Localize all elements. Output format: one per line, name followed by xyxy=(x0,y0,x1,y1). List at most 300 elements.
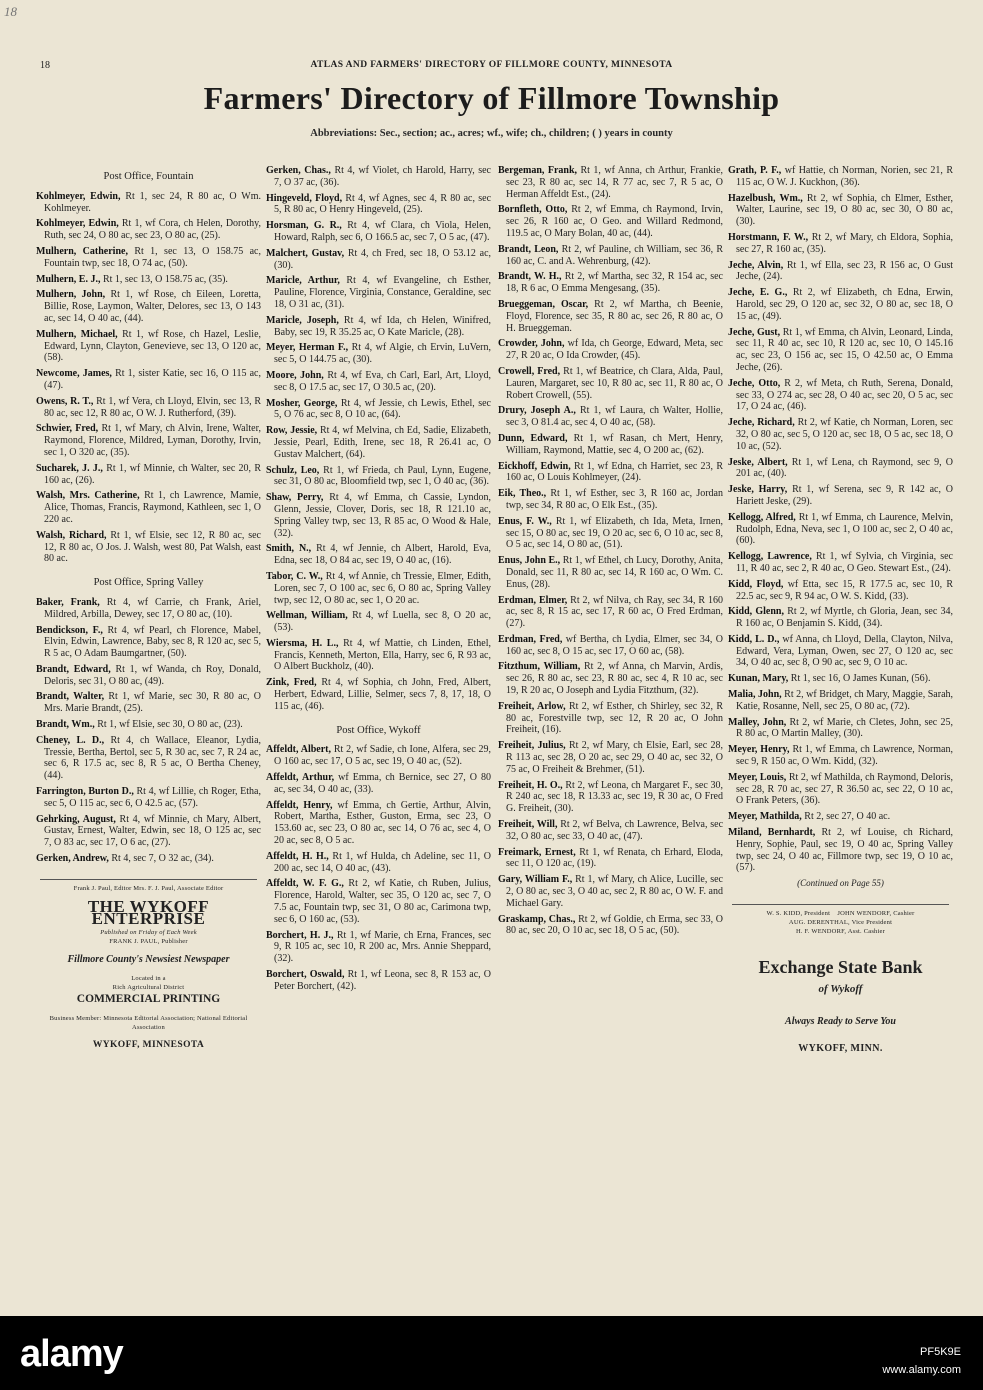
directory-entry xyxy=(36,814,261,849)
entry-details: Rt 2, wf Mathilda, ch Raymond, Deloris, sec 28, R 70 ac, sec 27, R 36.50 ac, sec 22, O 10 ac, O Frank Peters, (36). xyxy=(736,771,953,807)
entry-details: Rt 4, ch Wallace, Eleanor, Lydia, Tressie, Bertha, Bertol, sec 5, R 30 ac, sec 7, R 24 ac, sec 6, R 17.5 ac, sec 8, R 5 ac, O Bertha Cheney, (44). xyxy=(44,734,262,782)
directory-entry xyxy=(266,930,491,965)
directory-entry xyxy=(498,165,723,200)
directory-entry xyxy=(728,717,953,741)
entry-name: Drury, Joseph A., xyxy=(498,405,576,417)
entry-name: Bornfleth, Otto, xyxy=(498,204,568,216)
directory-entry xyxy=(266,677,491,712)
entry-name: Mulhern, Michael, xyxy=(36,328,118,340)
entry-name: Graskamp, Chas., xyxy=(498,913,576,925)
directory-entry xyxy=(36,719,261,731)
entry-details: Rt 1, wf Renata, ch Erhard, Eloda, sec 11, O 120 ac, (19). xyxy=(506,846,724,870)
alamy-logo: alamy xyxy=(20,1333,123,1375)
directory-entry xyxy=(266,342,491,366)
entry-details: Rt 2, wf Mary, ch Elsie, Earl, sec 28, R 113 ac, sec 28, O 20 ac, sec 29, O 40 ac, sec 32, O 75 ac, O Freiheit & Brehmer, (51). xyxy=(506,740,724,775)
directory-entry xyxy=(266,248,491,272)
bank-vice-president: AUG. DERENTHAL, Vice President xyxy=(788,919,893,927)
directory-entry xyxy=(728,260,953,284)
entry-name: Borchert, Oswald, xyxy=(266,969,345,981)
directory-entry xyxy=(36,463,261,487)
entry-details: Rt 2, wf Marie, ch Cletes, John, sec 25, R 80 ac, O Martin Malley, (30). xyxy=(736,716,953,740)
entry-details: Rt 1, wf Lena, ch Raymond, sec 9, O 201 ac, (40). xyxy=(736,456,954,480)
entry-name: Brandt, Leon, xyxy=(498,243,559,255)
entry-details: Rt 2, wf Martha, ch Beenie, Floyd, Florence, sec 35, R 80 ac, sec 26, R 80 ac, O H. Brueggeman. xyxy=(506,298,723,334)
bank-president: W. S. KIDD, President xyxy=(766,910,831,918)
directory-entry xyxy=(36,625,261,660)
entry-name: Malchert, Gustav, xyxy=(266,247,345,259)
entry-details: Rt 4, wf Ida, ch Helen, Winifred, Baby, sec 19, R 35.25 ac, O Kate Maricle, (28). xyxy=(274,314,491,338)
entry-details: Rt 2, wf Esther, ch Shirley, sec 32, R 80 ac, Forestville twp, sec 12, R 20 ac, O John Freiheit, (16). xyxy=(506,700,724,736)
directory-entry xyxy=(728,811,953,823)
entry-details: Rt 1, wf Rose, ch Hazel, Leslie, Edward, Lynn, Clayton, Genevieve, sec 13, O 120 ac, (58). xyxy=(44,328,262,364)
entry-name: Gerken, Andrew, xyxy=(36,853,109,865)
entry-name: Freimark, Ernest, xyxy=(498,846,576,858)
post-office-spring-valley-heading: Post Office, Spring Valley xyxy=(93,577,204,589)
entry-name: Bergeman, Frank, xyxy=(498,165,578,176)
spring-valley-entries-cont xyxy=(266,165,491,713)
directory-entry xyxy=(728,673,953,685)
directory-entry xyxy=(36,691,261,715)
directory-entry xyxy=(498,338,723,362)
entry-name: Eik, Theo., xyxy=(498,488,547,500)
directory-entry xyxy=(728,689,953,713)
image-id: PF5K9E xyxy=(920,1346,961,1358)
entry-details: Rt 4, wf Algie, ch Ervin, LuVern, sec 5, O 144.75 ac, (30). xyxy=(274,342,492,366)
directory-entry xyxy=(266,220,491,244)
entry-details: Rt 4, wf Mattie, ch Linden, Ethel, Francis, Kenneth, Merton, Ella, Harry, sec 6, R 93 ac, O Albert Buckholz, (40). xyxy=(274,637,491,673)
entry-name: Shaw, Perry, xyxy=(266,492,324,504)
entry-details: Rt 4, wf Jennie, ch Albert, Harold, Eva, Edna, sec 18, O 84 ac, sec 19, O 40 ac, (16). xyxy=(274,543,492,567)
entry-name: Mulhern, Catherine, xyxy=(36,245,128,257)
entry-name: Borchert, H. J., xyxy=(266,929,334,941)
directory-entry xyxy=(266,969,491,993)
entry-details: Rt 1, wf Elizabeth, ch Ida, Meta, Irnen, sec 15, O 80 ac, sec 19, O 20 ac, sec 6, O 10 ac, sec 8, O 5 ac, sec 14, O 80 ac, (51). xyxy=(506,515,723,551)
entry-name: Farrington, Burton D., xyxy=(36,786,134,798)
entry-details: Rt 1, sec 13, O 158.75 ac, Fountain twp, sec 18, O 74 ac, (50). xyxy=(44,245,261,269)
directory-entry xyxy=(36,423,261,458)
entry-details: Rt 1, wf Emma, ch Alvin, Leonard, Linda, sec 11, R 40 ac, sec 10, R 120 ac, sec 10, O 145.16 ac, sec 23, O 156 ac, sec 15, O 42.50 ac, O Emma Jeche, (26). xyxy=(736,326,953,373)
entry-details: Rt 2, wf Pauline, ch William, sec 36, R 160 ac, C. and A. Wehrenburg, (42). xyxy=(506,243,724,267)
divider xyxy=(732,904,949,905)
directory-entry xyxy=(36,735,261,782)
directory-entry xyxy=(498,874,723,909)
entry-name: Kunan, Mary, xyxy=(728,673,789,685)
entry-name: Row, Jessie, xyxy=(266,425,318,437)
entry-name: Jeche, Gust, xyxy=(728,326,781,338)
directory-entry xyxy=(36,396,261,420)
entry-name: Brandt, Walter, xyxy=(36,691,105,703)
directory-entry xyxy=(498,780,723,815)
entry-name: Horstmann, F. W., xyxy=(728,231,809,243)
entry-name: Affeldt, H. H., xyxy=(266,850,329,862)
bank-asst-cashier: H. F. WENDORF, Asst. Cashier xyxy=(796,928,885,936)
directory-entry xyxy=(728,165,953,189)
entry-name: Cheney, L. D., xyxy=(36,734,105,746)
entry-name: Enus, F. W., xyxy=(498,515,552,527)
entry-details: Rt 4, wf Sophia, ch John, Fred, Albert, Herbert, Edward, Lillie, Selmer, secs 7, 8, 17, 18, O 115 ac, (46). xyxy=(274,677,492,712)
entry-name: Kidd, Floyd, xyxy=(728,578,784,590)
page-number: 18 xyxy=(40,60,50,71)
entry-details: Rt 4, wf Minnie, ch Mary, Albert, Gustav, Ernest, Walter, Edwin, sec 18, O 125 ac, sec 7, O 83 ac, sec 17, O 6 ac, (27). xyxy=(44,813,261,849)
entry-details: R 2, wf Meta, ch Ruth, Serena, Donald, sec 33, O 274 ac, sec 28, O 40 ac, sec 20, O 5 ac, sec 17, O 24 ac, (46). xyxy=(736,377,953,413)
directory-entry xyxy=(498,847,723,871)
column-4 xyxy=(728,165,953,1055)
running-head: ATLAS AND FARMERS' DIRECTORY OF FILLMORE COUNTY, MINNESOTA xyxy=(310,60,673,70)
entry-details: Rt 1, wf Laura, ch Walter, Hollie, sec 3, O 81.4 ac, sec 4, O 40 ac, (58). xyxy=(506,405,723,429)
directory-entry xyxy=(498,405,723,429)
entry-details: wf Bertha, ch Lydia, Elmer, sec 34, O 160 ac, sec 8, O 15 ac, sec 17, O 60 ac, (58). xyxy=(506,633,723,657)
directory-entry xyxy=(498,740,723,775)
ad-newspaper-name: THE WYKOFF ENTERPRISE xyxy=(87,896,210,928)
directory-entry xyxy=(498,634,723,658)
entry-name: Meyer, Henry, xyxy=(728,744,790,756)
entry-name: Tabor, C. W., xyxy=(266,570,323,582)
directory-entry xyxy=(266,425,491,460)
entry-name: Jeche, Otto, xyxy=(728,377,781,389)
ad-district: Rich Agricultural District xyxy=(112,984,185,992)
directory-entry xyxy=(266,193,491,217)
directory-entry xyxy=(36,490,261,525)
entry-details: Rt 1, wf Hulda, ch Adeline, sec 11, O 200 ac, sec 14, O 40 ac, (43). xyxy=(274,850,491,874)
entry-details: Rt 2, wf Bridget, ch Mary, Maggie, Sarah, Katie, Rosanne, Nell, sec 25, O 80 ac, (72). xyxy=(736,689,954,712)
entry-details: Rt 1, wf Rose, ch Eileen, Loretta, Billie, Rose, Laymon, Walter, Delores, sec 13, O 143 ac, sec 14, O 40 ac, (44). xyxy=(44,289,261,324)
entry-name: Schwier, Fred, xyxy=(36,423,99,435)
directory-entry xyxy=(36,853,261,865)
entry-details: wf Emma, ch Gertie, Arthur, Alvin, Robert, Martha, Esther, Guston, Erma, sec 23, O 153.60 ac, sec 23, O 80 ac, sec 14, O 76 ac, sec 4, O 20 ac, sec 8, O 5 ac. xyxy=(274,799,492,847)
entry-name: Jeche, Richard, xyxy=(728,417,795,429)
entry-name: Meyer, Louis, xyxy=(728,771,787,783)
entry-details: Rt 2, wf Sophia, ch Elmer, Esther, Walter, Laurine, sec 19, O 80 ac, sec 30, O 80 ac, (30). xyxy=(736,192,953,228)
entry-details: Rt 4, wf Melvina, ch Ed, Sadie, Elizabeth, Jessie, Pearl, Edith, Irene, sec 18, R 26.41 ac, O Gustav Malchert, (64). xyxy=(274,425,491,460)
directory-entry xyxy=(498,433,723,457)
entry-details: Rt 4, sec 7, O 32 ac, (34). xyxy=(111,853,214,865)
entry-details: Rt 4, wf Emma, ch Cassie, Lyndon, Glenn, Jessie, Clover, Doris, sec 18, R 121.10 ac, Spring Valley twp, sec 13, R 85 ac, O Wood & Hale, (32). xyxy=(274,492,491,539)
entry-name: Freiheit, Julius, xyxy=(498,740,566,752)
entry-details: Rt 1, wf Edna, ch Harriet, sec 23, R 160 ac, O Louis Kohlmeyer, (24). xyxy=(506,460,723,484)
directory-entry xyxy=(36,218,261,242)
entry-name: Jeske, Albert, xyxy=(728,456,788,468)
directory-entry xyxy=(728,327,953,374)
entry-details: Rt 1, wf Emma, ch Laurence, Melvin, Rudolph, Edna, Neva, sec 1, O 100 ac, sec 2, O 40 ac, (60). xyxy=(736,511,954,547)
directory-entry xyxy=(36,786,261,810)
entry-details: wf Hattie, ch Norman, Norien, sec 21, R 115 ac, O W. J. Kuckhon, (36). xyxy=(736,165,953,188)
ad-membership: Business Member: Minnesota Editorial Association; National Editorial Association xyxy=(49,1015,248,1032)
entry-details: Rt 1, wf Beatrice, ch Clara, Alda, Paul, Lauren, Margaret, sec 10, R 80 ac, sec 11, R 80 ac, O Robert Crowell, (55). xyxy=(506,365,724,401)
directory-entry xyxy=(266,370,491,394)
entry-details: Rt 1, wf Esther, sec 3, R 160 ac, Jordan twp, sec 34, R 80 ac, O Elk Est., (35). xyxy=(506,488,723,511)
entry-details: Rt 1, wf Minnie, ch Walter, sec 20, R 160 ac, (26). xyxy=(44,462,261,486)
entry-name: Freiheit, Will, xyxy=(498,819,558,831)
entry-name: Meyer, Herman F., xyxy=(266,342,349,354)
entry-details: Rt 1, wf Mary, ch Alice, Lucille, sec 2, O 80 ac, sec 3, O 40 ac, sec 2, R 80 ac, O W. F. and Michael Gary. xyxy=(506,874,723,909)
directory-entry xyxy=(728,634,953,669)
entry-name: Smith, N., xyxy=(266,543,312,555)
entry-name: Mosher, George, xyxy=(266,397,338,409)
entry-name: Jeche, E. G., xyxy=(728,287,788,299)
directory-entry xyxy=(36,329,261,364)
ad-editors: Frank J. Paul, Editor Mrs. F. J. Paul, Associate Editor xyxy=(73,884,224,892)
directory-entry xyxy=(266,165,491,189)
entry-details: Rt 1, wf Rasan, ch Mert, Henry, William, Raymond, Mattie, sec 4, O 200 ac, (62). xyxy=(506,432,724,456)
entry-name: Owens, R. T., xyxy=(36,395,94,407)
bank-city: WYKOFF, MINN. xyxy=(798,1043,883,1055)
stock-footer-bar xyxy=(0,1316,983,1390)
directory-entry xyxy=(498,661,723,696)
bank-cashier: JOHN WENDORF, Cashier xyxy=(837,910,915,918)
directory-entry xyxy=(728,579,953,603)
directory-entry xyxy=(266,800,491,847)
directory-entry xyxy=(728,193,953,228)
fountain-entries xyxy=(36,191,261,565)
entry-name: Gary, William F., xyxy=(498,874,573,886)
entry-details: Rt 2, wf Mary, ch Eldora, Sophia, sec 27, R 160 ac, (35). xyxy=(736,231,954,255)
entry-details: Rt 4, wf Pearl, ch Florence, Mabel, Elvin, Edwin, Lawrence, Baby, sec 8, R 120 ac, sec 5, R 5 ac, O Adam Baumgartner, (50). xyxy=(44,624,262,660)
directory-entry xyxy=(36,191,261,215)
entry-name: Schulz, Leo, xyxy=(266,464,320,476)
column-2 xyxy=(266,165,491,997)
entry-details: Rt 4, wf Lillie, ch Roger, Etha, sec 5, O 115 ac, sec 6, O 42.5 ac, (57). xyxy=(44,786,261,809)
directory-entry xyxy=(728,457,953,481)
directory-entry xyxy=(266,492,491,539)
entry-name: Grath, P. F., xyxy=(728,165,782,176)
entry-name: Kidd, Glenn, xyxy=(728,606,784,618)
entry-details: Rt 1, ch Lawrence, Mamie, Alice, Thomas, Francis, Raymond, Kathleen, sec 1, O 220 ac. xyxy=(44,490,261,525)
post-office-wykoff-heading: Post Office, Wykoff xyxy=(336,724,421,736)
entry-details: Rt 4, wf Agnes, sec 4, R 80 ac, sec 5, R 80 ac, O Henry Hingeveld, (25). xyxy=(274,192,492,216)
entry-details: Rt 2, wf Katie, ch Norman, Loren, sec 32, O 80 ac, sec 5, O 120 ac, sec 18, O 5 ac, sec 18, O 10 ac, (52). xyxy=(736,417,953,452)
entry-details: Rt 2, wf Emma, ch Raymond, Irvin, sec 26, R 160 ac, O Geo. and Willard Redmond, 119.5 ac, O Mary Bolan, 40 ac, (44). xyxy=(506,204,724,239)
entry-name: Erdman, Fred, xyxy=(498,633,563,645)
entry-details: Rt 2, wf Elizabeth, ch Edna, Erwin, Harold, sec 29, O 120 ac, sec 32, O 80 ac, sec 18, O 15 ac, (49). xyxy=(736,287,954,322)
entry-name: Jeske, Harry, xyxy=(728,484,788,496)
entry-name: Bendickson, F., xyxy=(36,624,103,636)
directory-entry xyxy=(266,275,491,310)
entry-details: wf Ida, ch George, Edward, Meta, sec 27, R 20 ac, O Ida Crowder, (45). xyxy=(506,338,723,362)
entry-details: Rt 2, wf Katie, ch Ruben, Julius, Florence, Harold, Walter, sec 35, O 120 ac, sec 7, O 7.5 ac, Fountain twp, sec 31, O 80 ac, Carimona twp, sec 6, O 160 ac, (53). xyxy=(274,878,491,925)
entry-name: Moore, John, xyxy=(266,369,324,381)
entry-details: Rt 1, wf Marie, sec 30, R 80 ac, O Mrs. Marie Brandt, (25). xyxy=(44,691,261,715)
bank-of: of Wykoff xyxy=(818,982,863,995)
entry-details: Rt 1, sec 16, O James Kunan, (56). xyxy=(790,673,931,685)
entry-name: Zink, Fred, xyxy=(266,677,317,689)
entry-name: Miland, Bernhardt, xyxy=(728,827,816,839)
column-1 xyxy=(36,165,261,1052)
directory-entry xyxy=(498,244,723,268)
directory-entry xyxy=(266,398,491,422)
entry-details: Rt 4, wf Evangeline, ch Esther, Pauline, Florence, Virginia, Constance, Geraldine, sec 18, O 31 ac, (31). xyxy=(274,275,491,310)
entry-name: Maricle, Arthur, xyxy=(266,275,340,287)
entry-name: Gerken, Chas., xyxy=(266,165,331,176)
directory-entry xyxy=(728,772,953,807)
entry-name: Gehrking, August, xyxy=(36,813,116,825)
entry-details: Rt 1, wf Marie, ch Erna, Frances, sec 9, R 105 ac, sec 10, R 200 ac, Mrs. Annie Sheppard, (32). xyxy=(274,929,492,965)
exchange-bank-ad xyxy=(728,909,953,1055)
directory-entry xyxy=(498,366,723,401)
entry-name: Kellogg, Alfred, xyxy=(728,511,796,523)
directory-entry xyxy=(728,606,953,630)
entry-name: Brandt, Wm., xyxy=(36,719,95,731)
directory-entry xyxy=(498,204,723,239)
entry-name: Mulhern, E. J., xyxy=(36,273,101,285)
directory-entry xyxy=(498,271,723,295)
entry-name: Malia, John, xyxy=(728,689,782,701)
wykoff-entries xyxy=(266,744,491,992)
entry-details: Rt 4, ch Fred, sec 18, O 53.12 ac, (30). xyxy=(274,247,492,271)
entry-name: Wellman, William, xyxy=(266,610,348,622)
entry-name: Brandt, Edward, xyxy=(36,663,111,675)
wykoff-entries-cont-2 xyxy=(728,165,953,874)
directory-entry xyxy=(498,299,723,334)
entry-name: Crowell, Fred, xyxy=(498,365,561,377)
footer-url[interactable]: www.alamy.com xyxy=(882,1364,961,1376)
divider xyxy=(40,879,257,880)
entry-details: Rt 4, wf Violet, ch Harold, Harry, sec 7, O 37 ac, (36). xyxy=(274,165,491,188)
entry-details: Rt 1, wf Elsie, sec 30, O 80 ac, (23). xyxy=(97,719,243,731)
ad-publisher: FRANK J. PAUL, Publisher xyxy=(109,938,188,946)
directory-entry xyxy=(266,610,491,634)
entry-details: Rt 1, wf Wanda, ch Roy, Donald, Deloris, sec 31, O 80 ac, (49). xyxy=(44,663,261,687)
entry-details: Rt 4, wf Jessie, ch Lewis, Ethel, sec 5, O 76 ac, sec 8, O 10 ac, (64). xyxy=(274,397,491,421)
entry-name: Affeldt, Albert, xyxy=(266,744,332,756)
post-office-fountain-heading: Post Office, Fountain xyxy=(103,171,194,182)
directory-entry xyxy=(498,701,723,736)
directory-entry xyxy=(266,571,491,606)
entry-details: Rt 2, wf Martha, sec 32, R 154 ac, sec 18, R 6 ac, O Emma Mengesang, (35). xyxy=(506,271,723,295)
directory-entry xyxy=(36,289,261,324)
directory-entry xyxy=(498,488,723,512)
entry-name: Walsh, Mrs. Catherine, xyxy=(36,490,140,502)
entry-name: Kidd, L. D., xyxy=(728,633,780,645)
entry-details: wf Anna, ch Lloyd, Della, Clayton, Nilva, Edward, Vera, Lyman, Owen, sec 27, O 120 ac, sec 34, O 40 ac, sec 8, O 90 ac, sec 9, O 10 ac. xyxy=(736,633,953,669)
entry-name: Enus, John E., xyxy=(498,555,561,567)
entry-name: Malley, John, xyxy=(728,716,787,728)
entry-name: Kellogg, Lawrence, xyxy=(728,551,812,563)
directory-entry xyxy=(498,555,723,590)
ad-published: Published on Friday of Each Week xyxy=(100,929,197,937)
page-title: Farmers' Directory of Fillmore Township xyxy=(203,80,780,116)
entry-details: Rt 1, wf Anna, ch Arthur, Frankie, sec 23, R 80 ac, sec 14, R 77 ac, sec 7, R 5 ac, O Herman Affeldt Est., (24). xyxy=(506,165,724,200)
directory-entry xyxy=(266,465,491,489)
entry-details: Rt 4, wf Luella, sec 8, O 20 ac, (53). xyxy=(274,610,491,634)
entry-details: Rt 4, wf Eva, ch Carl, Earl, Art, Lloyd, sec 8, O 17.5 ac, sec 17, O 30.5 ac, (20). xyxy=(274,369,491,393)
entry-name: Jeche, Alvin, xyxy=(728,259,784,271)
ad-printing: COMMERCIAL PRINTING xyxy=(76,993,221,1006)
entry-name: Erdman, Elmer, xyxy=(498,594,568,606)
entry-name: Meyer, Mathilda, xyxy=(728,811,802,823)
entry-name: Mulhern, John, xyxy=(36,289,106,301)
entry-name: Dunn, Edward, xyxy=(498,432,568,444)
directory-entry xyxy=(728,417,953,452)
entry-name: Brandt, W. H., xyxy=(498,271,562,283)
entry-details: Rt 1, wf Ethel, ch Lucy, Dorothy, Anita, Donald, sec 11, R 80 ac, sec 14, R 160 ac, O Wm. C. Enus, (28). xyxy=(506,555,723,590)
entry-name: Hingeveld, Floyd, xyxy=(266,192,343,204)
directory-entry xyxy=(266,878,491,925)
abbreviations-line: Abbreviations: Sec., section; ac., acres; wf., wife; ch., children; ( ) years in county xyxy=(310,128,673,139)
directory-entry xyxy=(728,827,953,874)
entry-name: Wiersma, H. L., xyxy=(266,637,339,649)
entry-details: Rt 4, wf Clara, ch Viola, Helen, Howard, Ralph, sec 6, O 166.5 ac, sec 7, O 5 ac, (47). xyxy=(274,220,492,243)
directory-entry xyxy=(266,638,491,673)
directory-entry xyxy=(728,287,953,322)
directory-entry xyxy=(728,551,953,575)
entry-name: Maricle, Joseph, xyxy=(266,314,339,326)
directory-entry xyxy=(36,274,261,286)
entry-details: Rt 1, sec 24, R 80 ac, O Wm. Kohlmeyer. xyxy=(44,190,262,214)
entry-details: Rt 1, wf Leona, sec 8, R 153 ac, O Peter Borchert, (42). xyxy=(274,969,491,992)
directory-entry xyxy=(266,772,491,796)
entry-details: Rt 2, wf Sadie, ch Ione, Alfera, sec 29, O 160 ac, sec 17, O 5 ac, sec 19, O 40 ac, (52). xyxy=(274,744,491,768)
bank-officers-row-1 xyxy=(728,909,953,918)
entry-details: Rt 1, wf Emma, ch Lawrence, Norman, sec 9, R 150 ac, O Wm. Kidd, (32). xyxy=(736,744,953,768)
entry-details: Rt 1, wf Serena, sec 9, R 142 ac, O Hariett Jeske, (29). xyxy=(736,484,954,507)
directory-entry xyxy=(728,378,953,413)
entry-details: Rt 1, wf Frieda, ch Paul, Lynn, Eugene, sec 31, O 80 ac, Bloomfield twp, sec 1, O 40 ac, (36). xyxy=(274,464,491,488)
directory-entry xyxy=(36,530,261,565)
wykoff-enterprise-ad xyxy=(36,884,261,1052)
entry-name: Hazelbush, Wm., xyxy=(728,192,803,204)
entry-details: Rt 1, wf Mary, ch Alvin, Irene, Walter, Raymond, Florence, Mildred, Lyman, Dorothy, Irvin, sec 1, O 320 ac, (35). xyxy=(44,423,261,458)
entry-name: Baker, Frank, xyxy=(36,596,100,608)
entry-name: Horsman, G. R., xyxy=(266,220,342,232)
entry-name: Eickhoff, Edwin, xyxy=(498,460,571,472)
directory-entry xyxy=(266,851,491,875)
ad-city: WYKOFF, MINNESOTA xyxy=(92,1040,205,1051)
entry-name: Walsh, Richard, xyxy=(36,529,107,541)
entry-details: Rt 2, wf Anna, ch Marvin, Ardis, sec 26, R 80 ac, sec 23, R 80 ac, sec 4, R 10 ac, sec 19, R 20 ac, O Joseph and Lydia Fitzthum, (32). xyxy=(506,661,723,697)
entry-details: Rt 1, sister Katie, sec 16, O 115 ac, (47). xyxy=(44,368,261,391)
bank-slogan: Always Ready to Serve You xyxy=(785,1015,896,1027)
directory-entry xyxy=(36,246,261,270)
entry-details: Rt 4, wf Carrie, ch Frank, Ariel, Mildred, Arbilla, Dewey, sec 17, O 80 ac, (10). xyxy=(44,596,261,620)
column-3 xyxy=(498,165,723,941)
entry-details: Rt 1, wf Sylvia, ch Virginia, sec 11, R 40 ac, sec 2, R 40 ac, O Geo. Stewart Est., (24). xyxy=(736,551,953,574)
directory-entry xyxy=(728,484,953,508)
entry-details: Rt 2, wf Goldie, ch Erma, sec 33, O 80 ac, sec 20, O 10 ac, sec 18, O 5 ac, (50). xyxy=(506,913,723,937)
entry-details: Rt 1, wf Vera, ch Lloyd, Elvin, sec 13, R 80 ac, sec 12, R 80 ac, O W. J. Rutherford, (39). xyxy=(44,395,261,419)
directory-entry xyxy=(498,461,723,485)
entry-details: Rt 2, wf Louise, ch Richard, Henry, Sophie, Paul, sec 19, O 40 ac, Spring Valley twp, sec 24, O 40 ac, Fillmore twp, sec 19, O 10 ac, (57). xyxy=(736,827,954,874)
entry-name: Affeldt, Arthur, xyxy=(266,772,335,784)
entry-details: Rt 1, wf Elsie, sec 12, R 80 ac, sec 12, R 80 ac, O Jos. J. Walsh, west 80, Pat Walsh, east 80 ac. xyxy=(44,529,261,565)
entry-name: Kohlmeyer, Edwin, xyxy=(36,190,121,202)
entry-name: Crowder, John, xyxy=(498,338,565,350)
spring-valley-entries xyxy=(36,597,261,865)
entry-name: Brueggeman, Oscar, xyxy=(498,298,589,310)
ad-located: Located in a xyxy=(131,975,166,983)
directory-entry xyxy=(498,914,723,938)
entry-details: Rt 1, wf Cora, ch Helen, Dorothy, Ruth, sec 24, O 80 ac, sec 23, O 80 ac, (25). xyxy=(44,218,262,242)
entry-name: Freiheit, H. O., xyxy=(498,779,563,791)
directory-entry xyxy=(266,744,491,768)
entry-details: Rt 4, wf Annie, ch Tressie, Elmer, Edith, Loren, sec 7, O 100 ac, sec 6, O 80 ac, Spring Valley twp, sec 12, O 80 ac, sec 1, O 20 ac. xyxy=(274,570,491,606)
directory-entry xyxy=(728,512,953,547)
entry-name: Affeldt, W. F. G., xyxy=(266,878,344,890)
entry-details: Rt 2, sec 27, O 40 ac. xyxy=(804,811,891,823)
directory-entry xyxy=(728,744,953,768)
directory-entry xyxy=(36,368,261,392)
directory-entry xyxy=(266,543,491,567)
entry-details: Rt 1, sec 13, O 158.75 ac, (35). xyxy=(102,273,228,285)
entry-details: Rt 2, wf Nilva, ch Ray, sec 34, R 160 ac, sec 8, R 15 ac, sec 17, R 60 ac, O Fred Erdman, (27). xyxy=(506,594,723,630)
directory-entry xyxy=(498,819,723,843)
entry-name: Sucharek, J. J., xyxy=(36,462,103,474)
entry-details: wf Etta, sec 15, R 177.5 ac, sec 10, R 22.5 ac, sec 9, R 94 ac, O W. S. Kidd, (33). xyxy=(736,578,954,602)
entry-name: Affeldt, Henry, xyxy=(266,799,333,811)
entry-details: Rt 2, wf Leona, ch Margaret F., sec 30, R 240 ac, sec 18, R 13.33 ac, sec 19, R 30 ac, O Fred G. Freiheit, (30). xyxy=(506,779,724,815)
directory-entry xyxy=(728,232,953,256)
directory-entry xyxy=(36,597,261,621)
ad-tagline: Fillmore County's Newsiest Newspaper xyxy=(67,954,230,966)
